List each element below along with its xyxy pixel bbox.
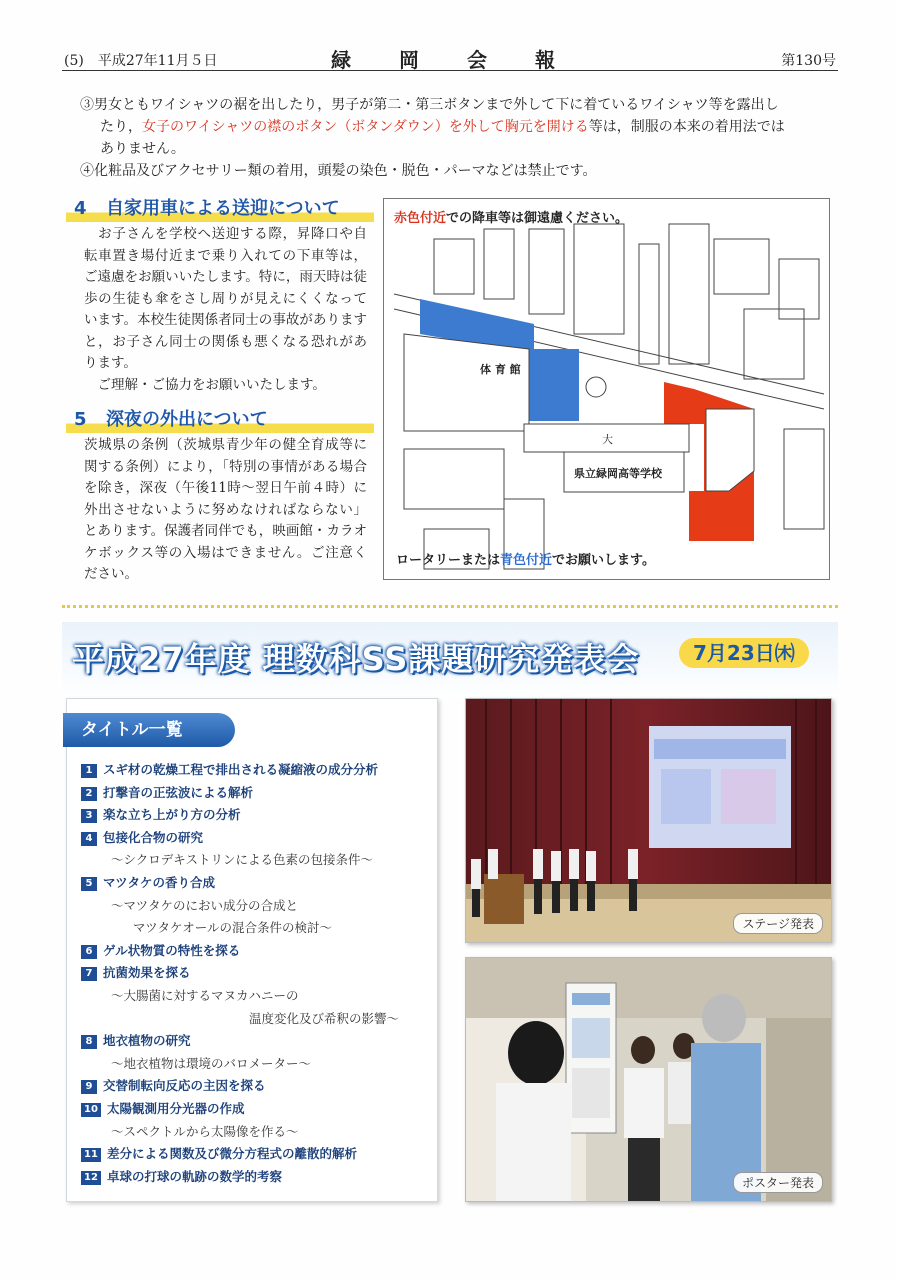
list-item: 4 包接化合物の研究: [81, 827, 431, 850]
list-item: 10 太陽観測用分光器の作成: [81, 1098, 431, 1121]
list-item: 11 差分による関数及び微分方程式の離散的解析: [81, 1143, 431, 1166]
rule-3-highlight: 女子のワイシャツの襟のボタン（ボタンダウン）を外して胸元を開ける: [142, 119, 589, 135]
map-drawing: [384, 199, 829, 579]
rule-3-line-2: たり，女子のワイシャツの襟のボタン（ボタンダウン）を外して胸元を開ける等は，制服の本来の着用法では: [100, 119, 785, 135]
list-item-subtitle: マツタケオールの混合条件の検討～: [133, 920, 333, 936]
list-item: 5 マツタケの香り合成: [81, 872, 431, 895]
rule-3-line-1: ③男女ともワイシャツの裾を出したり，男子が第二・第三ボタンまで外して下に着ているワイシャツ等を露出し: [80, 97, 779, 113]
list-item: 3 楽な立ち上がり方の分析: [81, 804, 431, 827]
list-item-subtitle: ～スペクトルから太陽像を作る～: [111, 1123, 299, 1139]
map-caption-bottom: ロータリーまたは青色付近でお願いします。: [396, 553, 655, 568]
list-item-subtitle: ～シクロデキストリンによる色素の包接条件～: [111, 852, 374, 868]
map-label-big: 大: [602, 433, 613, 446]
section-5-body: 茨城県の条例（茨城県青少年の健全育成等に関する条例）により，「特別の事情がある場合を除き，深夜（午後11時～翌日午前４時）に外出させないように努めなければならない」とあります。保護者同伴でも，映画館・カラオケボックス等の入場はできません。ご注意ください。: [84, 437, 367, 582]
uniform-rules: [80, 94, 840, 182]
list-item: 9 交替制転向反応の主因を探る: [81, 1075, 431, 1098]
list-item: 7 抗菌効果を探る: [81, 962, 431, 985]
map-caption-top: 赤色付近での降車等は御遠慮ください。: [394, 211, 629, 226]
dropoff-map: [383, 198, 830, 580]
list-item: 2 打撃音の正弦波による解析: [81, 782, 431, 805]
newsletter-title: 緑 岡 会 報: [331, 48, 569, 72]
poster-photo-image: [466, 958, 831, 1201]
stage-presentation-photo: [465, 698, 832, 943]
section-5-heading: 5 深夜の外出について: [66, 409, 374, 433]
section-4-heading: 4 自家用車による送迎について: [66, 198, 374, 222]
event-date: 7月23日㈭: [679, 638, 809, 668]
list-item: 1 スギ材の乾燥工程で排出される凝縮液の成分分析: [81, 759, 431, 782]
section-divider: [62, 605, 838, 608]
list-item-subtitle: 温度変化及び希釈の影響～: [249, 1010, 400, 1026]
poster-presentation-photo: [465, 957, 832, 1202]
title-list: [81, 759, 431, 1188]
event-title: 平成27年度 理数科SS課題研究発表会: [72, 640, 640, 678]
event-banner: [62, 622, 838, 700]
stage-photo-caption: ステージ発表: [733, 913, 823, 934]
title-list-heading: タイトル一覧: [63, 713, 235, 747]
page-header: [62, 44, 838, 71]
issue-number: 第130号: [781, 53, 836, 69]
list-item-subtitle: ～地衣植物は環境のバロメーター～: [111, 1055, 312, 1071]
page-number-date: (5) 平成27年11月５日: [64, 53, 218, 69]
list-item: 8 地衣植物の研究: [81, 1030, 431, 1053]
list-item: 6 ゲル状物質の特性を探る: [81, 940, 431, 963]
list-item-subtitle: ～マツタケのにおい成分の合成と: [111, 897, 299, 913]
list-item-subtitle: ～大腸菌に対するマヌカハニーの: [111, 987, 299, 1003]
rule-3-line-3: ありません。: [100, 141, 185, 157]
list-item: 12 卓球の打球の軌跡の数学的考察: [81, 1166, 431, 1189]
map-label-school: 県立緑岡高等学校: [574, 467, 662, 480]
section-4-body: お子さんを学校へ送迎する際，昇降口や自転車置き場付近まで乗り入れての下車等は，ご遠慮をお願いいたします。特に，雨天時は徒歩の生徒も傘をさし周りが見えにくくなっています。本校生徒関係者同士の事故がありますと，お子さん同士の関係も悪くなる恐れがあります。 ご理解・ご協力をお願いいたします。: [84, 226, 367, 393]
poster-photo-caption: ポスター発表: [733, 1172, 823, 1193]
title-list-panel: [66, 698, 438, 1202]
map-label-gym: 体 育 館: [480, 363, 521, 376]
stage-photo-image: [466, 699, 831, 942]
rule-4: ④化粧品及びアクセサリー類の着用，頭髪の染色・脱色・パーマなどは禁止です。: [80, 163, 597, 179]
